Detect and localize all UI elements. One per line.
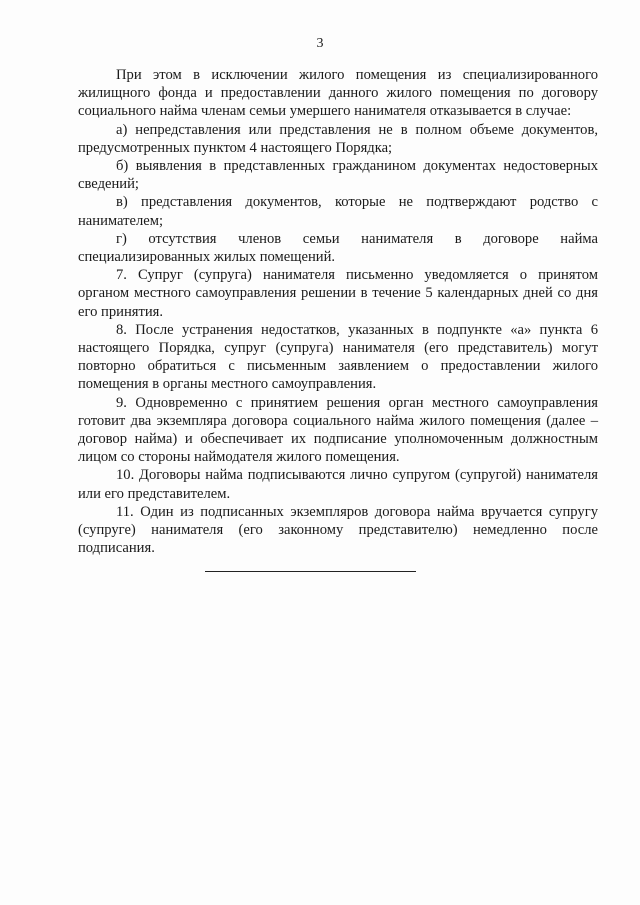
paragraph-8: 8. После устранения недостатков, указанных в подпункте «а» пункта 6 настоящего Порядка, супруг (супруга) нанимателя (его представитель) могут повторно обратиться с письменным заявлением о предоставлении жилого помещения в органы местного самоуправления.	[78, 321, 598, 393]
paragraph-item-v: в) представления документов, которые не подтверждают родство с нанимателем;	[78, 194, 598, 229]
document-body	[78, 66, 598, 557]
paragraph-9: 9. Одновременно с принятием решения орган местного самоуправления готовит два экземпляра договора социального найма жилого помещения (далее – договор найма) и обеспечивает их подписание уполномоченным должностным лицом со стороны наймодателя жилого помещения.	[78, 394, 598, 466]
paragraph-intro: При этом в исключении жилого помещения из специализированного жилищного фонда и предоставлении данного жилого помещения по договору социального найма членам семьи умершего нанимателя отказывается в случае:	[78, 67, 598, 120]
paragraph-item-a: а) непредставления или представления не в полном объеме документов, предусмотренных пунктом 4 настоящего Порядка;	[78, 121, 598, 156]
paragraph-11: 11. Один из подписанных экземпляров договора найма вручается супругу (супруге) нанимателя (его законному представителю) немедленно после подписания.	[78, 503, 598, 557]
page-number: 3	[316, 36, 324, 51]
paragraph-7: 7. Супруг (супруга) нанимателя письменно уведомляется о принятом органом местного самоуправления решении в течение 5 календарных дней со дня его принятия.	[78, 267, 598, 320]
paragraph-item-b: б) выявления в представленных гражданином документах недостоверных сведений;	[78, 158, 598, 193]
paragraph-10: 10. Договоры найма подписываются лично супругом (супругой) нанимателя или его представителем.	[78, 467, 598, 502]
paragraph-item-g: г) отсутствия членов семьи нанимателя в договоре найма специализированных жилых помещений.	[78, 230, 598, 266]
closing-rule-divider	[205, 571, 416, 572]
